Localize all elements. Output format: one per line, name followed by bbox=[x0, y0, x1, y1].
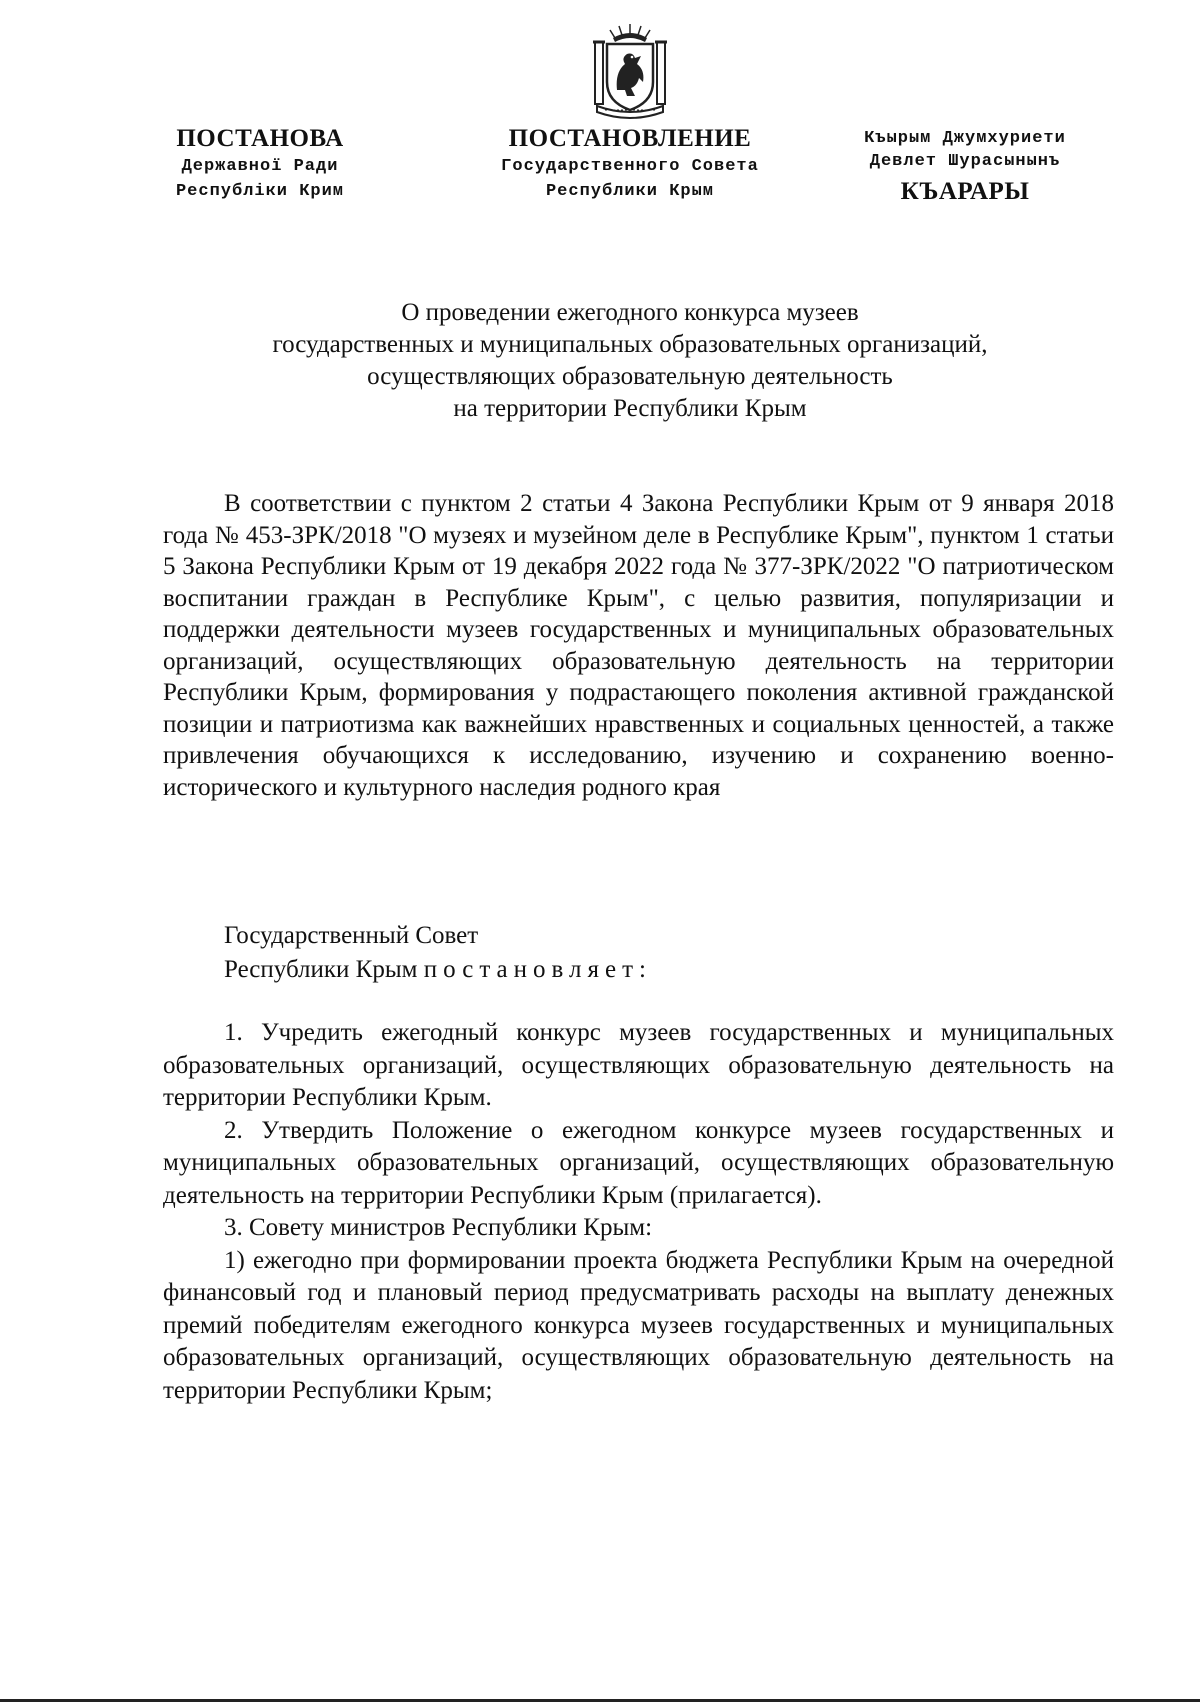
header-crimean-tatar bbox=[838, 127, 1092, 207]
resolves-line1: Государственный Совет bbox=[224, 922, 479, 949]
header-left-title: ПОСТАНОВА bbox=[176, 125, 344, 152]
title-line: О проведении ежегодного конкурса музеев bbox=[401, 299, 859, 326]
document-title bbox=[200, 297, 1060, 425]
header-right-title: КЪАРАРЫ bbox=[900, 178, 1030, 205]
item-3-1: 1) ежегодно при формировании проекта бюджета Республики Крым на очередной финансовый год и плановый период предусматривать расходы на выплату денежных премий победителям ежегодного конкурса музеев государственных и муниципальных образовательных организаций, осуществляющих образовательную деятельность на территории Республики Крым; bbox=[163, 1246, 1114, 1404]
resolution-items bbox=[163, 1017, 1114, 1407]
header-left-line2: Республіки Крим bbox=[175, 182, 345, 201]
header-left-line1: Державної Ради bbox=[181, 157, 339, 176]
resolves-line2-prefix: Республики Крым bbox=[224, 956, 418, 983]
title-line: на территории Республики Крым bbox=[453, 395, 807, 422]
header-right-line1: Къырым Джумхуриети bbox=[864, 129, 1066, 148]
resolution-formula bbox=[224, 919, 652, 987]
resolves-line2 bbox=[224, 953, 652, 987]
preamble bbox=[163, 488, 1114, 803]
header-ukrainian bbox=[160, 124, 360, 204]
header-center-line2: Республики Крым bbox=[545, 182, 715, 201]
header-center-title: ПОСТАНОВЛЕНИЕ bbox=[508, 125, 752, 152]
item-2: 2. Утвердить Положение о ежегодном конкурсе музеев государственных и муниципальных образовательных организаций, осуществляющих образовательную деятельность на территории Республики Крым (прилагается). bbox=[163, 1116, 1114, 1209]
header-right-line2: Девлет Шурасынынъ bbox=[869, 152, 1061, 171]
header-russian bbox=[480, 124, 780, 204]
title-line: осуществляющих образовательную деятельность bbox=[367, 363, 893, 390]
footer-divider bbox=[0, 1699, 1200, 1702]
item-3: 3. Совету министров Республики Крым: bbox=[224, 1214, 653, 1241]
preamble-paragraph: В соответствии с пунктом 2 статьи 4 Закона Республики Крым от 9 января 2018 года № 453-ЗРК/2018 "О музеях и музейном деле в Республике Крым", пунктом 1 статьи 5 Закона Республики Крым от 19 декабря 2022 года № 377-ЗРК/2022 "О патриотическом воспитании граждан в Республике Крым", с целью развития, популяризации и поддержки деятельности музеев государственных и муниципальных образовательных организаций, осуществляющих образовательную деятельность на территории Республики Крым, формирования у подрастающего поколения активной гражданской позиции и патриотизма как важнейших нравственных и социальных ценностей, а также привлечения обучающихся к исследованию, изучению и сохранению военно-исторического и культурного наследия родного края bbox=[163, 490, 1114, 801]
resolves-verb: постановляет: bbox=[423, 956, 652, 983]
crimea-coat-of-arms-icon bbox=[591, 20, 669, 120]
header-center-line1: Государственного Совета bbox=[501, 157, 759, 176]
item-1: 1. Учредить ежегодный конкурс музеев государственных и муниципальных образовательных организаций, осуществляющих образовательную деятельность на территории Республики Крым. bbox=[163, 1019, 1114, 1111]
title-line: государственных и муниципальных образовательных организаций, bbox=[272, 331, 988, 358]
